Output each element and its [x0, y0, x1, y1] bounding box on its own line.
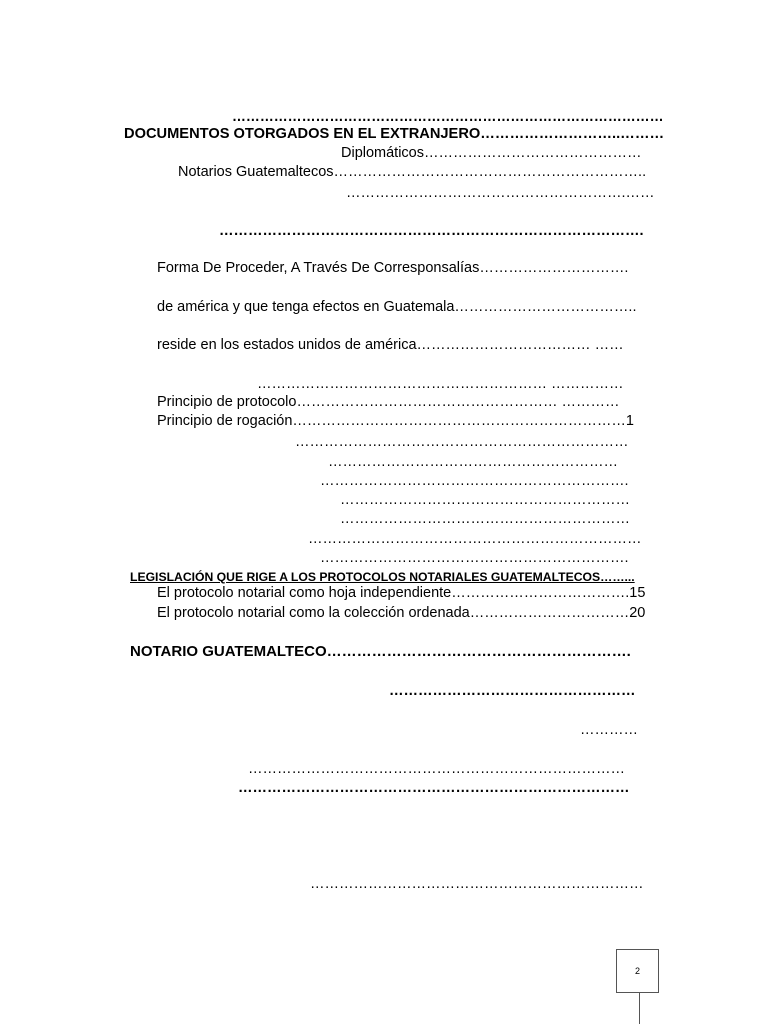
toc-line-1: ………………………………………………………………………………… [232, 109, 664, 125]
toc-line-27: ……………………………………………………………………… [238, 780, 630, 796]
toc-entry-hoja-independiente: El protocolo notarial como hoja independiente……………………………….15 [157, 585, 646, 601]
toc-line-16: …………………………………………………… [340, 492, 630, 508]
toc-line-25: ………… [580, 722, 638, 738]
toc-entry-notarios: Notarios Guatemaltecos……………………………………………………….. [178, 164, 647, 180]
toc-entry-forma-de-proceder: Forma De Proceder, A Través De Corresponsalías…………………………. [157, 260, 629, 276]
page-number-box [616, 949, 659, 993]
toc-line-19: ………………………………………………………. [320, 550, 629, 566]
toc-entry-diplomaticos: Diplomáticos……………………………………… [341, 145, 642, 161]
toc-line-26: …………………………………………………………………… [248, 761, 625, 777]
toc-entry-reside: reside en los estados unidos de américa……………………………… …… [157, 337, 624, 353]
toc-heading-legislacion: LEGISLACIÓN QUE RIGE A LOS PROTOCOLOS NOTARIALES GUATEMALTECOS……... [130, 570, 635, 584]
toc-line-15: ………………………………………………………. [320, 473, 629, 489]
toc-line-6: ……………………………………………………………………………. [219, 223, 644, 239]
toc-line-13: …………………………………………………………… [295, 434, 629, 450]
toc-line-28: …………………………………………………………… [310, 876, 644, 892]
toc-heading-documentos: DOCUMENTOS OTORGADOS EN EL EXTRANJERO………………………..……… [124, 125, 665, 142]
toc-entry-principio-rogacion: Principio de rogación……………………………………………………………1 [157, 413, 634, 429]
toc-heading-notario: NOTARIO GUATEMALTECO……………………………………………………. [130, 643, 631, 660]
toc-line-24: …………………………………………… [389, 683, 636, 699]
toc-line-18: …………………………………………………………… [308, 531, 642, 547]
toc-line-14: …………………………………………………… [328, 454, 618, 470]
toc-line-10: …………………………………………………… …………… [257, 376, 624, 392]
toc-entry-coleccion-ordenada: El protocolo notarial como la colección ordenada……………………………20 [157, 605, 646, 621]
toc-line-5: ………………………………………………….…… [346, 185, 655, 201]
page-number: 2 [634, 966, 640, 976]
toc-entry-de-america: de américa y que tenga efectos en Guatemala……………………………….. [157, 299, 637, 315]
page-number-connector [639, 993, 640, 1024]
toc-entry-principio-protocolo: Principio de protocolo……………………………………………… ………… [157, 394, 620, 410]
toc-line-17: …………………………………………………… [340, 511, 630, 527]
